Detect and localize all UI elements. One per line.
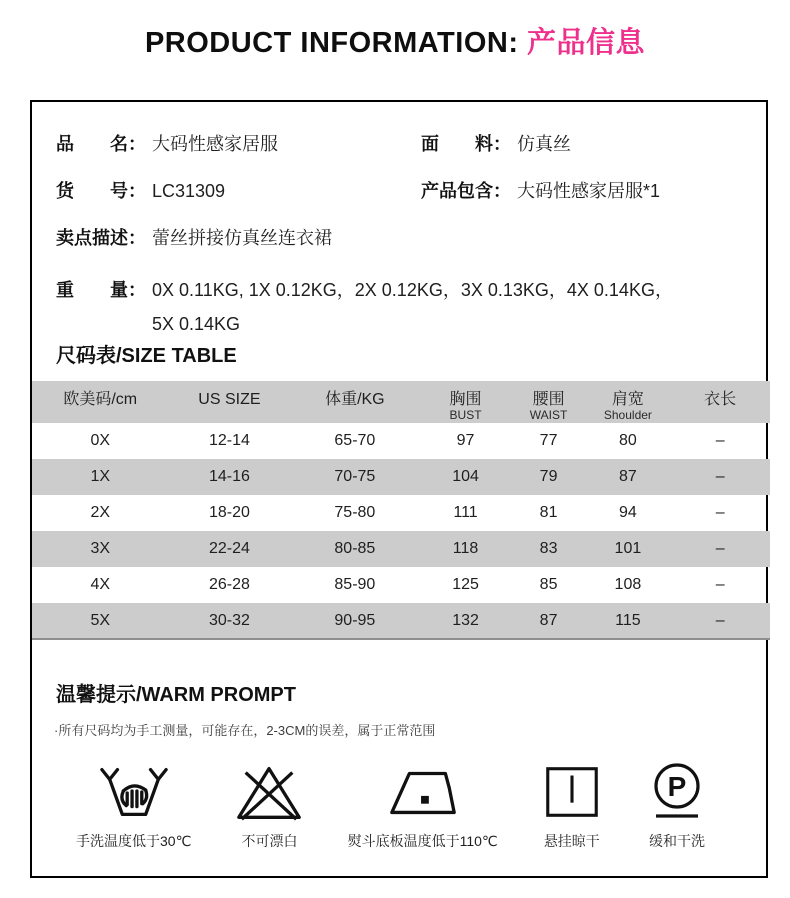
attribute-row xyxy=(56,226,742,250)
col-header-weight: 体重/KG xyxy=(290,381,419,423)
selling-point-value: 蕾丝拼接仿真丝连衣裙 xyxy=(152,228,332,248)
col-header-length: 衣长 xyxy=(670,381,770,423)
size-table xyxy=(32,381,770,640)
warm-prompt-note: ·所有尺码均为手工测量，可能存在，2-3CM的误差，属于正常范围 xyxy=(54,723,436,738)
fabric-pair xyxy=(421,132,571,156)
care-label: 悬挂晾干 xyxy=(543,833,600,849)
warm-prompt-heading: 温馨提示/WARM PROMPT xyxy=(56,684,296,706)
table-row: 2X 18-20 75-80 111 81 94 – xyxy=(90,504,725,521)
table-row: 1X 14-16 70-75 104 79 87 – xyxy=(32,459,770,495)
care-icons-row xyxy=(32,739,766,849)
includes-pair xyxy=(421,179,660,203)
care-item-hand-wash xyxy=(76,761,191,849)
table-row: 0X 12-14 65-70 97 77 80 – xyxy=(90,432,725,449)
size-table-header xyxy=(32,381,770,423)
care-item-dry-clean xyxy=(646,761,708,849)
svg-text:P: P xyxy=(667,771,687,802)
includes-label: 产品包含： xyxy=(421,181,511,201)
care-label: 熨斗底板温度低于110℃ xyxy=(347,833,498,849)
fabric-label: 面 料： xyxy=(421,134,511,154)
weight-line-1: 0X 0.11KG, 1X 0.12KG，2X 0.12KG，3X 0.13KG，4X 0.14KG， xyxy=(152,280,673,300)
care-item-iron xyxy=(348,761,498,849)
care-label: 不可漂白 xyxy=(241,833,298,849)
fabric-value: 仿真丝 xyxy=(517,134,571,154)
selling-point-label: 卖点描述： xyxy=(56,228,146,248)
attribute-row xyxy=(56,179,742,203)
page-title-en: PRODUCT INFORMATION: xyxy=(144,27,528,59)
page-title-cn: 产品信息 xyxy=(527,27,646,59)
product-info-box xyxy=(30,100,768,878)
product-attributes xyxy=(32,102,766,341)
hang-dry-icon xyxy=(540,761,604,823)
care-item-hang-dry xyxy=(540,761,604,849)
table-row: 3X 22-24 80-85 118 83 101 – xyxy=(32,531,770,567)
col-header-shoulder: 肩宽 Shoulder xyxy=(585,381,670,423)
weight-label: 重 量： xyxy=(56,280,146,300)
col-header-us-size: US SIZE xyxy=(169,381,291,423)
attribute-row xyxy=(56,273,742,341)
includes-value: 大码性感家居服*1 xyxy=(517,181,661,201)
care-item-no-bleach xyxy=(233,761,305,849)
care-label: 手洗温度低于30℃ xyxy=(76,833,192,849)
hand-wash-icon xyxy=(98,761,170,823)
weight-value xyxy=(152,273,673,341)
weight-line-2: 5X 0.14KG xyxy=(152,314,241,334)
product-name-pair xyxy=(56,132,421,156)
selling-point-pair xyxy=(56,226,332,250)
page-title xyxy=(0,0,790,60)
item-no-value: LC31309 xyxy=(152,181,226,201)
item-no-label: 货 号： xyxy=(56,181,146,201)
item-no-pair xyxy=(56,179,421,203)
product-name-value: 大码性感家居服 xyxy=(152,134,278,154)
gentle-dry-clean-icon xyxy=(646,761,708,823)
size-table-heading: 尺码表/SIZE TABLE xyxy=(56,345,237,367)
no-bleach-icon xyxy=(233,761,305,823)
iron-low-temp-icon xyxy=(386,761,460,823)
attribute-row xyxy=(56,132,742,156)
col-header-waist: 腰围 WAIST xyxy=(512,381,586,423)
col-header-bust: 胸围 BUST xyxy=(419,381,511,423)
care-label: 缓和干洗 xyxy=(648,833,705,849)
product-name-label: 品 名： xyxy=(56,134,146,154)
col-header-eu-size: 欧美码/cm xyxy=(32,381,169,423)
table-row: 5X 30-32 90-95 132 87 115 – xyxy=(32,603,770,639)
table-row: 4X 26-28 85-90 125 85 108 – xyxy=(90,576,725,593)
